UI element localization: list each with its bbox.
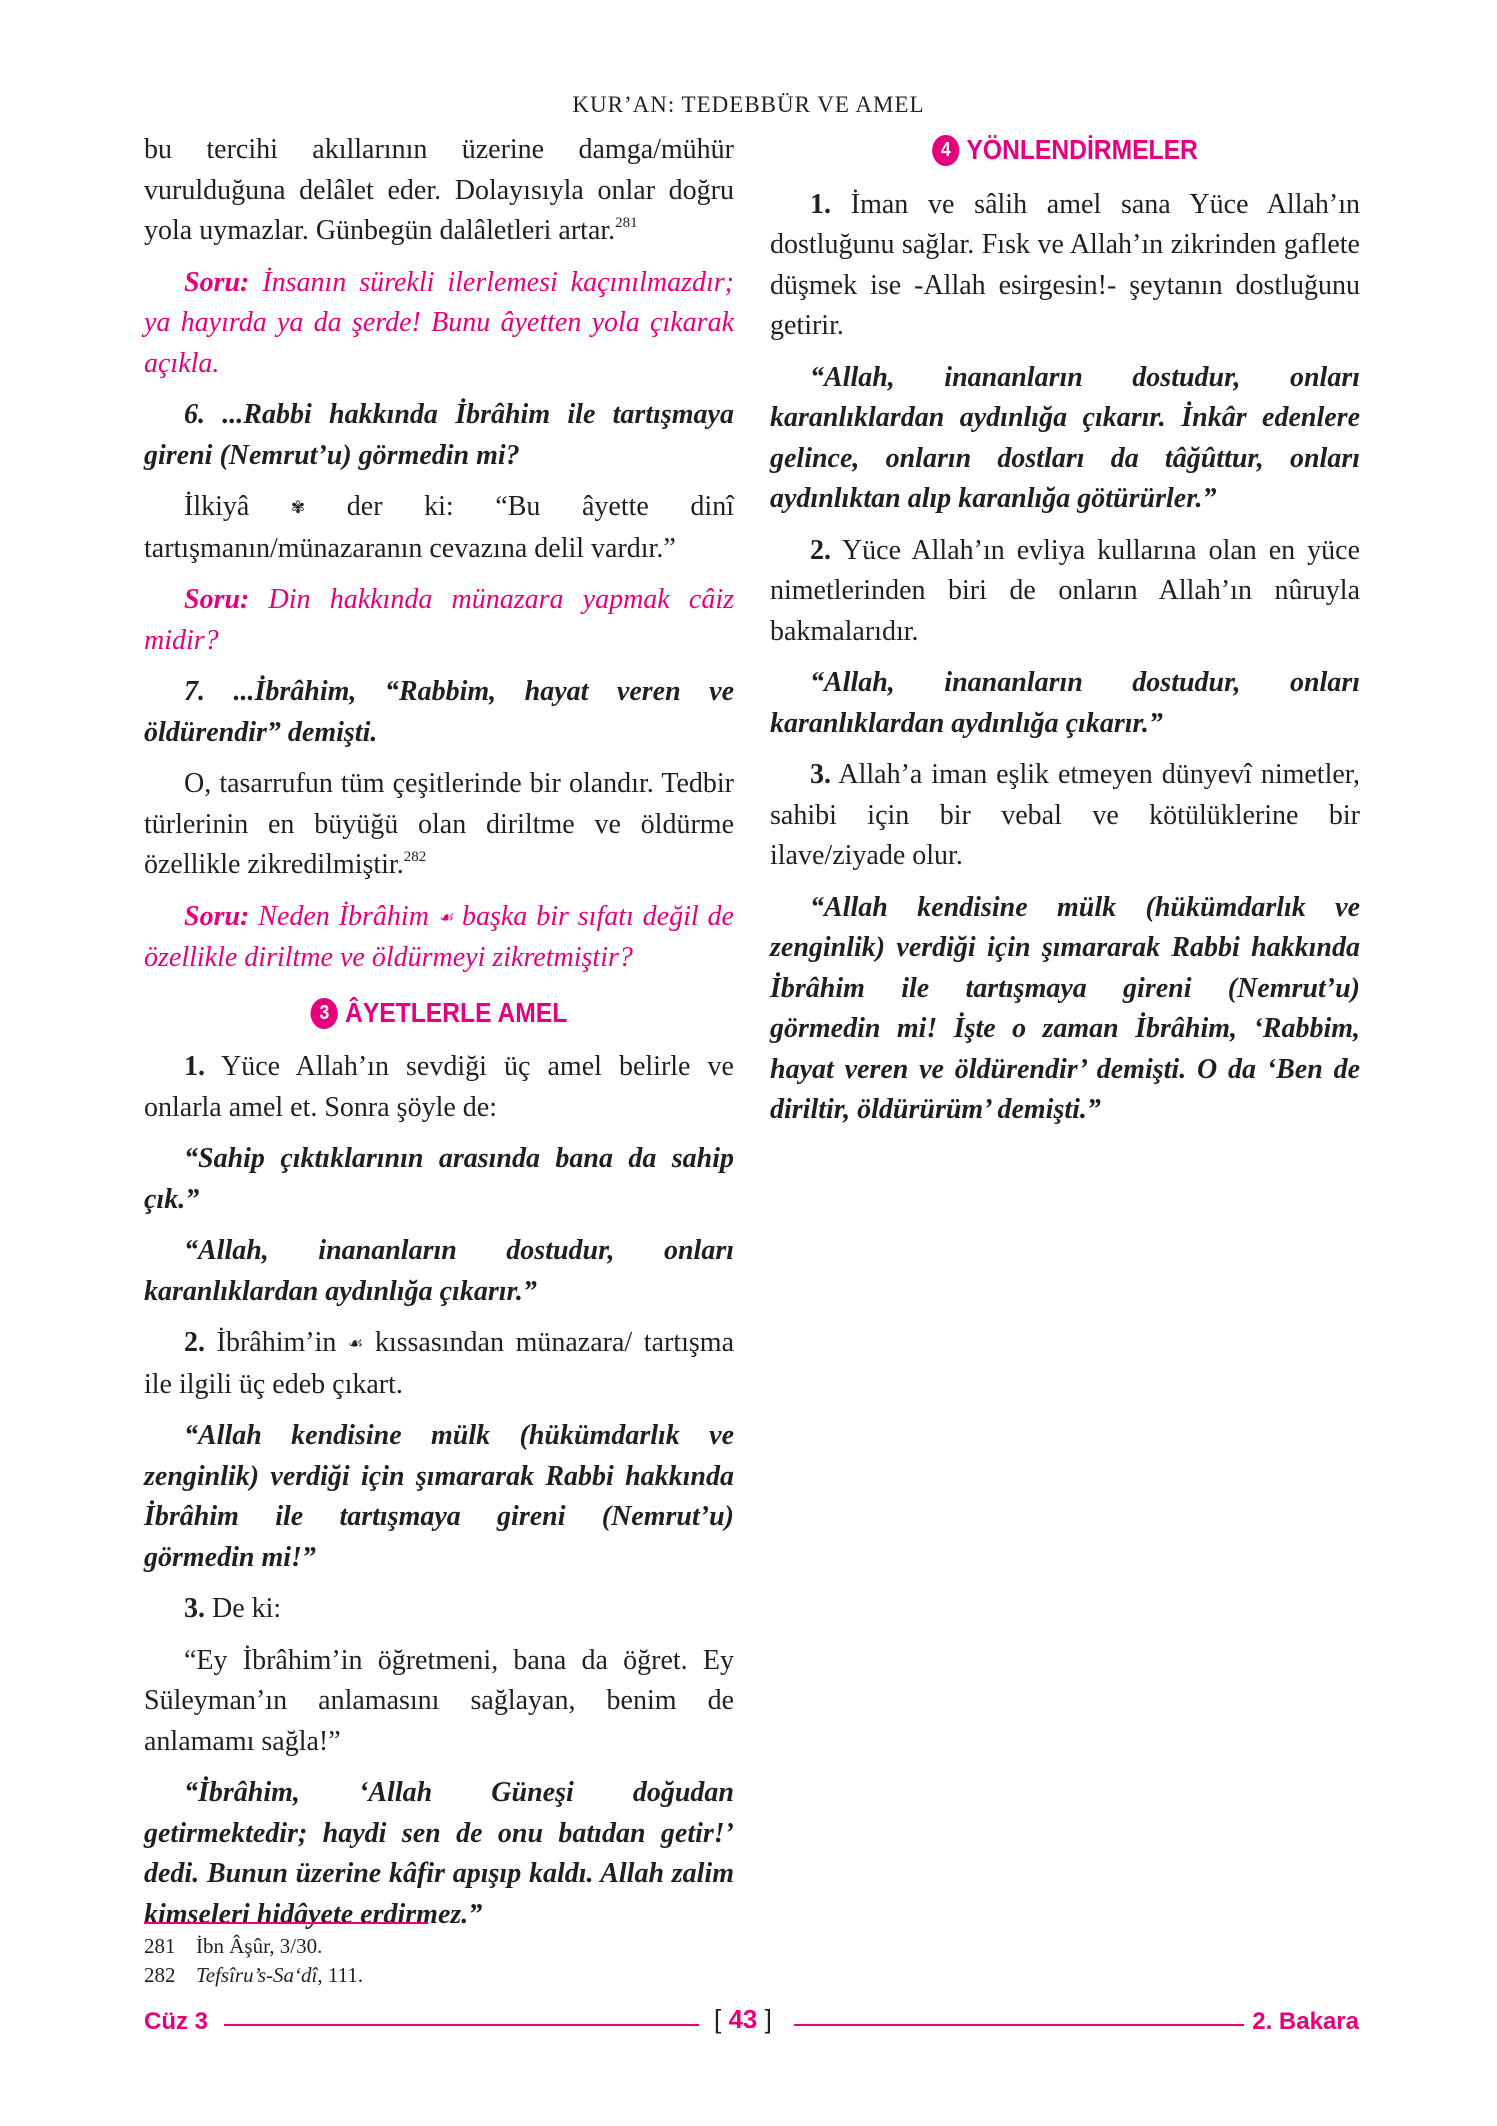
right-column — [770, 130, 1360, 1142]
question-label: Soru: — [184, 900, 250, 932]
item-text: Allah’a iman eşlik etmeyen dünyevî nimetler, sahibi için bir vebal ve kötülüklerine bir ilave/ziyade olur. — [770, 759, 1360, 871]
surah-label: 2. Bakara — [1252, 2008, 1359, 2035]
footnote-text: İbn Âşûr, 3/30. — [196, 1934, 323, 1958]
item-number: 3. — [184, 1593, 205, 1624]
item-text: Yüce Allah’ın evliya kullarına olan en yüce nimetlerinden biri de onların Allah’ın nûruyla bakmalarıdır. — [770, 534, 1360, 647]
paragraph-text: der ki: “Bu âyette dinî tartışmanın/münazaranın cevazına delil vardır.” — [144, 491, 734, 564]
paragraph-text: bu tercihi akıllarının üzerine damga/mühür vurulduğuna delâlet eder. Dolayısıyla onlar doğru yola uymazlar. Günbegün dalâletleri artar. — [144, 134, 734, 246]
quote-4: “İbrâhim, ‘Allah Güneşi doğudan getirmektedir; haydi sen de onu batıdan getir!’ dedi. Bunun üzerine kâfir apışıp kaldı. Allah zalim kimseleri hidâyete erdirmez.” — [144, 1777, 734, 1930]
question-text: Din hakkında münazara yapmak câiz midir? — [144, 584, 734, 656]
item-number: 1. — [810, 188, 831, 220]
guidance-quote-3: “Allah kendisine mülk (hükümdarlık ve zenginlik) verdiği için şımararak Rabbi hakkında İbrâhim ile tartışmaya gireni (Nemrut’u) görmedin mi! İşte o zaman İbrâhim, ‘Rabbim, hayat veren ve öldürendir’ demişti. O da ‘Ben de diriltir, öldürürüm’ demişti.” — [770, 891, 1360, 1125]
section-title: YÖNLENDİRMELER — [966, 134, 1198, 165]
amel-item-2 — [144, 1323, 734, 1405]
section-title: ÂYETLERLE AMEL — [345, 996, 568, 1028]
honorific-icon: ☙ — [437, 907, 454, 927]
footnote-ref[interactable]: 281 — [615, 215, 638, 231]
paragraph-text: İlkiyâ — [184, 491, 291, 522]
guidance-quote-2: “Allah, inananların dostudur, onları karanlıklardan aydınlığa çıkarır.” — [770, 667, 1360, 739]
footnotes — [144, 1932, 744, 1990]
verse-6: 6. ...Rabbi hakkında İbrâhim ile tartışmaya gireni (Nemrut’u) görmedin mi? — [144, 399, 734, 471]
quote-3: “Allah kendisine mülk (hükümdarlık ve zenginlik) verdiği için şımararak Rabbi hakkında İbrâhim ile tartışmaya gireni (Nemrut’u) görmedin mi!” — [144, 1420, 734, 1573]
verse-7: 7. ...İbrâhim, “Rabbim, hayat veren ve öldürendir” demişti. — [144, 676, 734, 748]
tasarruf-paragraph — [144, 764, 734, 886]
footnote-text — [196, 1961, 363, 1990]
item-text: De ki: — [205, 1593, 282, 1624]
footnote-page: , 111. — [317, 1963, 364, 1987]
quote-1: “Sahip çıktıklarının arasında bana da sahip çık.” — [144, 1143, 734, 1215]
amel-item-3 — [144, 1589, 734, 1630]
item-text: İbrâhim’in — [205, 1327, 348, 1358]
item-text: Yüce Allah’ın sevdiği üç amel belirle ve onlarla amel et. Sonra şöyle de: — [144, 1051, 734, 1123]
juz-label: Cüz 3 — [144, 2008, 209, 2035]
paragraph-text: O, tasarrufun tüm çeşitlerinde bir olandır. Tedbir türlerinin en büyüğü olan diriltme ve öldürme özellikle zikredilmiştir. — [144, 768, 734, 880]
footnote-source-title: Tefsîru’s-Sa‘dî — [196, 1963, 318, 1987]
paragraph-continued — [144, 130, 734, 252]
footnote-number: 281 — [144, 1934, 176, 1958]
running-header: KUR’AN: TEDEBBÜR VE AMEL — [572, 92, 925, 117]
section-heading-yonlendirmeler — [805, 130, 1324, 171]
bracket-close: ] — [764, 2004, 772, 2034]
question-label: Soru: — [184, 266, 250, 298]
footnote-divider — [144, 1922, 428, 1924]
section-number-badge: 4 — [932, 135, 959, 166]
footnote-item — [144, 1961, 744, 1990]
question-text: başka bir sıfatı değil de özellikle diriltme ve öldürmeyi zikretmiştir? — [144, 900, 734, 973]
section-number-badge: 3 — [311, 998, 338, 1029]
question-1 — [144, 263, 734, 385]
bracket-open: [ — [714, 2004, 722, 2034]
footnote-ref[interactable]: 282 — [403, 849, 427, 865]
item-number: 3. — [810, 759, 831, 790]
question-text: İnsanın sürekli ilerlemesi kaçınılmazdır; ya hayırda ya da şerde! Bunu âyetten yola çıkarak açıkla. — [144, 266, 734, 379]
item-text: kıssasından münazara/ tartışma ile ilgili üç edeb çıkart. — [144, 1327, 734, 1400]
footer-rule-right — [794, 2024, 1244, 2026]
item-number: 1. — [184, 1051, 205, 1082]
guidance-quote-1: “Allah, inananların dostudur, onları karanlıklardan aydınlığa çıkarır. İnkâr edenlere gelince, onların dostları da tâğûttur, onları aydınlıktan alıp karanlığa götürürler.” — [770, 361, 1360, 514]
guidance-item-3 — [770, 755, 1360, 877]
honorific-icon: ✾ — [290, 498, 306, 517]
page-footer — [144, 2004, 1359, 2044]
footer-rule-left — [224, 2024, 699, 2026]
amel-item-1 — [144, 1047, 734, 1128]
page-number-value: 43 — [728, 2004, 758, 2034]
question-2 — [144, 580, 734, 661]
ilkiya-paragraph — [144, 487, 734, 569]
footnote-number: 282 — [144, 1963, 176, 1987]
item-number: 2. — [184, 1327, 205, 1358]
item-text: İman ve sâlih amel sana Yüce Allah’ın dostluğunu sağlar. Fısk ve Allah’ın zikrinden gaflete düşmek ise -Allah esirgesin!- şeytanın dostluğunu getirir. — [770, 188, 1360, 341]
left-column — [144, 130, 734, 1946]
question-label: Soru: — [184, 584, 250, 615]
guidance-item-1 — [770, 185, 1360, 347]
section-heading-ayetlerle-amel — [179, 993, 698, 1034]
page-number — [714, 2004, 772, 2035]
question-text: Neden İbrâhim — [249, 900, 438, 932]
footnote-item — [144, 1932, 744, 1961]
quote-2: “Allah, inananların dostudur, onları karanlıklardan aydınlığa çıkarır.” — [144, 1235, 734, 1307]
item-number: 2. — [810, 534, 831, 566]
question-3 — [144, 897, 734, 979]
guidance-item-2 — [770, 531, 1360, 653]
honorific-icon: ☙ — [347, 1334, 364, 1353]
prayer-paragraph: “Ey İbrâhim’in öğretmeni, bana da öğret. Ey Süleyman’ın anlamasını sağlayan, benim de anlamamı sağla!” — [144, 1644, 734, 1757]
